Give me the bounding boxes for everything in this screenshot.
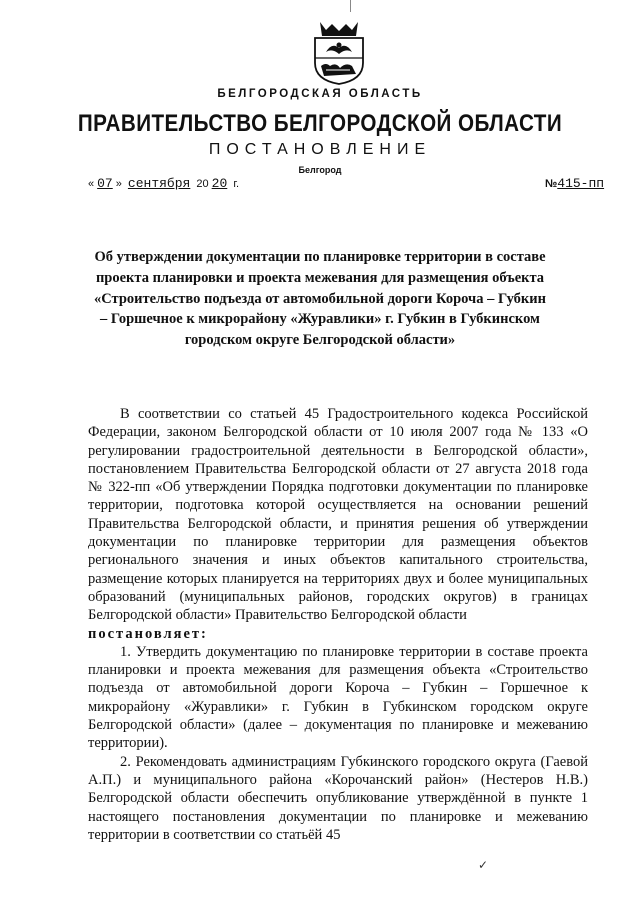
preamble-paragraph: В соответствии со статьей 45 Градостроительного кодекса Российской Федерации, законом Белгородской области от 10 июля 2007 года № 133 «О регулировании градостроительной деятельности в Белгородской области», постановлением Правительства Белгородской области от 27 августа 2018 года № 322-пп «Об утверждении Порядка подготовки документации по планировке территории, подготовка которой осуществляется на основании решений Правительства Белгородской области, и принятия решения об утверждении документации по планировке территории для размещения объектов регионального значения и иных объектов капитального строительства, размещение которых планируется на территориях двух и более муниципальных образований (муниципальных районов, городских округов) в границах Белгородской области» Правительство Белгородской области: [88, 406, 588, 624]
decree-word: постановляет:: [88, 625, 208, 642]
date-close-quote: »: [115, 178, 122, 190]
date-month: сентября: [127, 176, 191, 191]
number-prefix: №: [545, 178, 558, 190]
document-number: [545, 176, 604, 191]
date-year-suffix: 20: [211, 176, 228, 191]
date-year-prefix: 20: [196, 178, 209, 190]
city-name: Белгород: [298, 165, 342, 175]
document-body: [88, 405, 588, 844]
coat-of-arms-icon: [310, 18, 368, 86]
document-date: [88, 176, 239, 191]
document-title: Об утверждении документации по планировке территории в составе проекта планировки и проекта межевания для размещения объекта «Строительство подъезда от автомобильной дороги Короча – Губкин – Горшечное к микрорайону «Журавлики» г. Губкин в Губкинском городском округе Белгородской области»: [94, 249, 546, 349]
government-name: ПРАВИТЕЛЬСТВО БЕЛГОРОДСКОЙ ОБЛАСТИ: [77, 110, 563, 137]
number-value: 415-пп: [557, 176, 605, 191]
date-day: 07: [97, 176, 113, 191]
region-name: БЕЛГОРОДСКАЯ ОБЛАСТЬ: [217, 88, 423, 100]
item-1-paragraph: 1. Утвердить документацию по планировке территории в составе проекта планировки и проекта межевания для размещения объекта «Строительство подъезда от автомобильной дороги Короча – Губкин – Горшечное к микрорайону «Журавлики» г. Губкин в Губкинском городском округе Белгородской области» (далее – документация по планировке и межеванию территории).: [88, 643, 588, 752]
date-year-unit: г.: [233, 178, 240, 190]
scan-mark: [350, 0, 351, 12]
date-open-quote: «: [88, 178, 95, 190]
item-2-paragraph: 2. Рекомендовать администрациям Губкинского городского округа (Гаевой А.П.) и муниципального района «Корочанский район» (Нестеров Н.В.) Белгородской области обеспечить опубликование утверждённой в пункте 1 настоящего постановления документации по планировке и межеванию территории в соответствии со статьёй 45: [88, 753, 588, 843]
check-mark: ✓: [478, 858, 489, 872]
document-type: ПОСТАНОВЛЕНИЕ: [208, 141, 432, 158]
